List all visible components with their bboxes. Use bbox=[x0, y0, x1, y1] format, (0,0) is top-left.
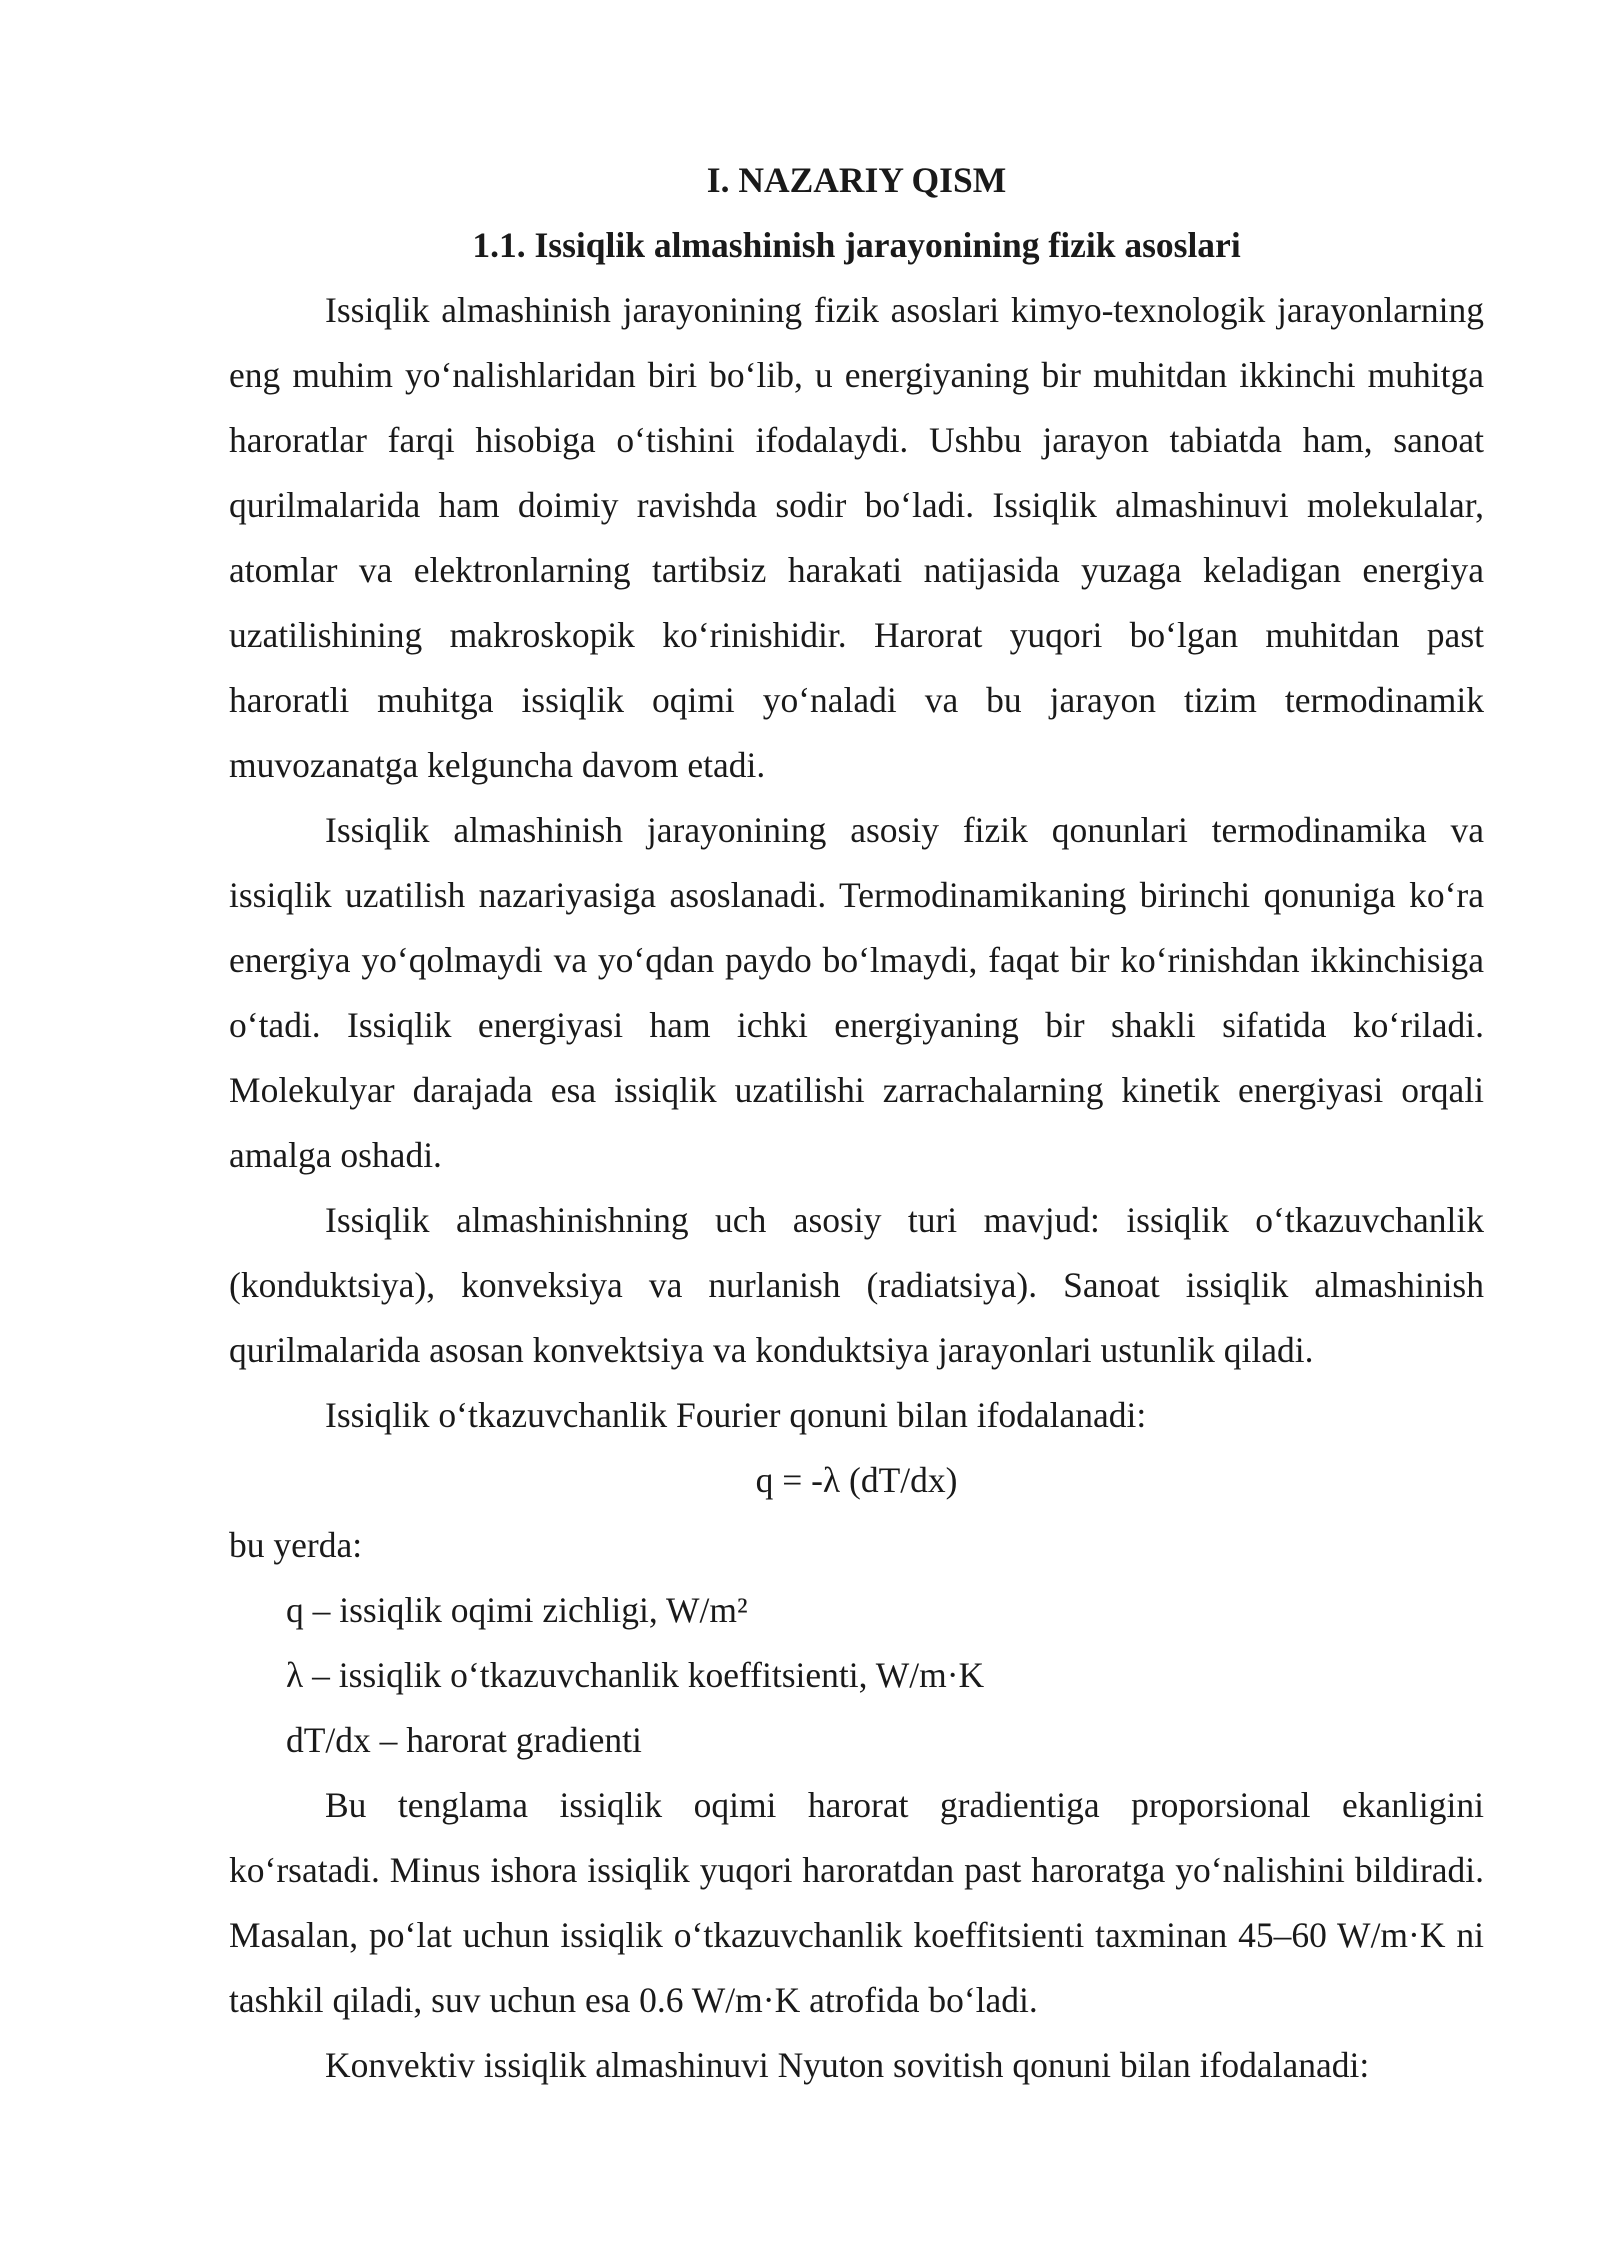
definition-item: q – issiqlik oqimi zichligi, W/m² bbox=[286, 1590, 748, 1630]
document-body bbox=[229, 148, 1484, 2098]
definition-item: λ – issiqlik o‘tkazuvchanlik koeffitsienti, W/m·K bbox=[286, 1655, 985, 1695]
definition-item: dT/dx – harorat gradienti bbox=[286, 1720, 642, 1760]
paragraph-4: Issiqlik o‘tkazuvchanlik Fourier qonuni bilan ifodalanadi: bbox=[325, 1395, 1147, 1435]
paragraph-2: Issiqlik almashinish jarayonining asosiy fizik qonunlari termodinamika va issiqlik uzatilish nazariyasiga asoslanadi. Termodinamikaning birinchi qonuniga ko‘ra energiya yo‘qolmaydi va yo‘qdan paydo bo‘lmaydi, faqat bir ko‘rinishdan ikkinchisiga o‘tadi. Issiqlik energiyasi ham ichki energiyaning bir shakli sifatida ko‘riladi. Molekulyar darajada esa issiqlik uzatilishi zarrachalarning kinetik energiyasi orqali amalga oshadi. bbox=[229, 810, 1484, 1175]
where-label: bu yerda: bbox=[229, 1525, 363, 1565]
section-heading: I. NAZARIY QISM bbox=[706, 160, 1007, 200]
subsection-heading: 1.1. Issiqlik almashinish jarayonining fizik asoslari bbox=[472, 225, 1241, 265]
paragraph-1: Issiqlik almashinish jarayonining fizik asoslari kimyo-texnologik jarayonlarning eng muhim yo‘nalishlaridan biri bo‘lib, u energiyaning bir muhitdan ikkinchi muhitga haroratlar farqi hisobiga o‘tishini ifodalaydi. Ushbu jarayon tabiatda ham, sanoat qurilmalarida ham doimiy ravishda sodir bo‘ladi. Issiqlik almashinuvi molekulalar, atomlar va elektronlarning tartibsiz harakati natijasida yuzaga keladigan energiya uzatilishining makroskopik ko‘rinishidir. Harorat yuqori bo‘lgan muhitdan past haroratli muhitga issiqlik oqimi yo‘naladi va bu jarayon tizim termodinamik muvozanatga kelguncha davom etadi. bbox=[229, 290, 1484, 785]
paragraph-6: Konvektiv issiqlik almashinuvi Nyuton sovitish qonuni bilan ifodalanadi: bbox=[325, 2045, 1370, 2085]
paragraph-5: Bu tenglama issiqlik oqimi harorat gradientiga proporsional ekanligini ko‘rsatadi. Minus ishora issiqlik yuqori haroratdan past haroratga yo‘nalishini bildiradi. Masalan, po‘lat uchun issiqlik o‘tkazuvchanlik koeffitsienti taxminan 45–60 W/m·K ni tashkil qiladi, suv uchun esa 0.6 W/m·K atrofida bo‘ladi. bbox=[229, 1785, 1484, 2020]
definition-list bbox=[229, 1578, 1484, 1773]
paragraph-3: Issiqlik almashinishning uch asosiy turi mavjud: issiqlik o‘tkazuvchanlik (konduktsiya), konveksiya va nurlanish (radiatsiya). Sanoat issiqlik almashinish qurilmalarida asosan konvektsiya va konduktsiya jarayonlari ustunlik qiladi. bbox=[229, 1200, 1484, 1370]
fourier-formula: q = -λ (dT/dx) bbox=[755, 1460, 958, 1500]
